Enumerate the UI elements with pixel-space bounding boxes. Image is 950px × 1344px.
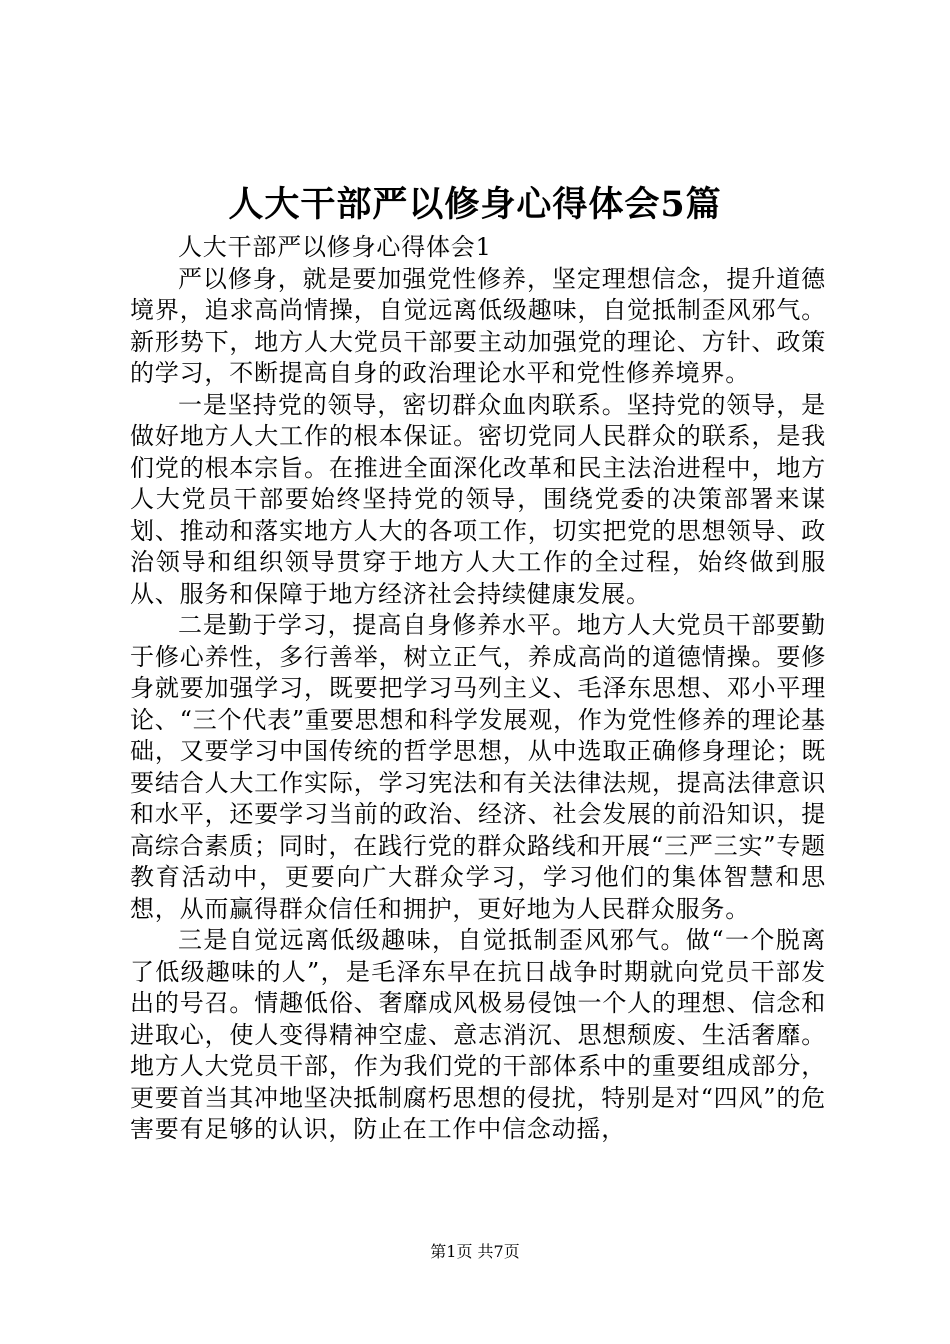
paragraph-point-two: 二是勤于学习，提高自身修养水平。地方人大党员干部要勤于修心养性，多行善举，树立正气，养成高尚的道德情操。要修身就要加强学习，既要把学习马列主义、毛泽东思想、邓小平理论、“三个代表”重要思想和科学发展观，作为党性修养的理论基础，又要学习中国传统的哲学思想，从中选取正确修身理论；既要结合人大工作实际，学习宪法和有关法律法规，提高法律意识和水平，还要学习当前的政治、经济、社会发展的前沿知识，提高综合素质；同时，在践行党的群众路线和开展“三严三实”专题教育活动中，更要向广大群众学习，学习他们的集体智慧和思想，从而赢得群众信任和拥护，更好地为人民群众服务。	[130, 611, 826, 923]
document-body	[130, 232, 826, 1146]
document-title: 人大干部严以修身心得体会5篇	[228, 184, 722, 226]
page-number-footer: 第1页 共7页	[430, 1242, 520, 1261]
paragraph-point-three: 三是自觉远离低级趣味，自觉抵制歪风邪气。做“一个脱离了低级趣味的人”，是毛泽东早在抗日战争时期就向党员干部发出的号召。情趣低俗、奢靡成风极易侵蚀一个人的理想、信念和进取心，使人变得精神空虚、意志消沉、思想颓废、生活奢靡。地方人大党员干部，作为我们党的干部体系中的重要组成部分，更要首当其冲地坚决抵制腐朽思想的侵扰，特别是对“四风”的危害要有足够的认识，防止在工作中信念动摇，	[130, 926, 826, 1143]
paragraph-intro: 严以修身，就是要加强党性修养，坚定理想信念，提升道德境界，追求高尚情操，自觉远离低级趣味，自觉抵制歪风邪气。新形势下，地方人大党员干部要主动加强党的理论、方针、政策的学习，不断提高自身的政治理论水平和党性修养境界。	[130, 264, 826, 387]
section-heading: 人大干部严以修身心得体会1	[178, 233, 492, 261]
paragraph-point-one: 一是坚持党的领导，密切群众血肉联系。坚持党的领导，是做好地方人大工作的根本保证。密切党同人民群众的联系，是我们党的根本宗旨。在推进全面深化改革和民主法治进程中，地方人大党员干部要始终坚持党的领导，围绕党委的决策部署来谋划、推动和落实地方人大的各项工作，切实把党的思想领导、政治领导和组织领导贯穿于地方人大工作的全过程，始终做到服从、服务和保障于地方经济社会持续健康发展。	[130, 390, 826, 608]
